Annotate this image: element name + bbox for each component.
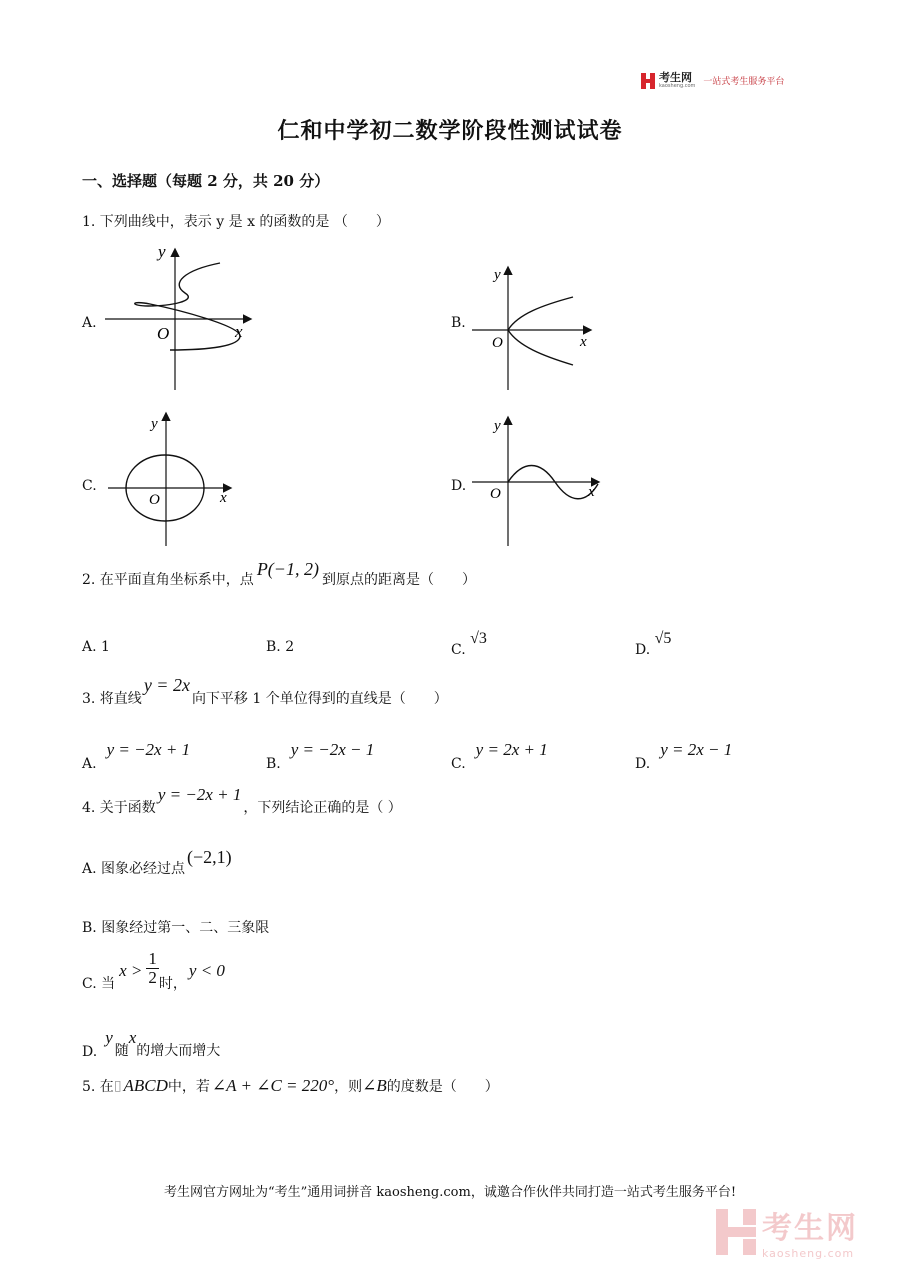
svg-text:O: O — [490, 486, 501, 502]
q4-fraction: $\frac{1}{2}$ — [148, 949, 157, 987]
watermark-text-group — [762, 1203, 858, 1260]
q1-option-d-label: D. — [451, 478, 467, 494]
svg-text:y: y — [494, 418, 501, 434]
q2-option-c: C. √3 — [451, 630, 487, 658]
q4-option-c: C. 当 x > $\frac{1}{2}$ 时， y < 0 — [82, 949, 225, 992]
header-logo — [641, 72, 784, 89]
footer-text: 考生网官方网址为“考生”通用词拼音 kaosheng.com，诚邀合作伙伴共同打造一站式考生服务平台! — [163, 1185, 737, 1200]
watermark — [716, 1203, 858, 1260]
question-1-text: 1. 下列曲线中，表示 y 是 x 的函数的是 （ ） — [82, 214, 390, 230]
watermark-brand: 考生网 — [762, 1211, 858, 1246]
svg-text:y: y — [158, 242, 166, 261]
q2-point: P(−1, 2) — [256, 559, 319, 579]
section-heading: 一、选择题（每题 2 分，共 20 分） — [82, 172, 330, 190]
q3-option-a: A. y = −2x + 1 — [82, 740, 191, 772]
svg-text:O: O — [157, 324, 170, 343]
q2-option-d: D. √5 — [635, 630, 672, 658]
q1-option-a-label: A. — [82, 315, 97, 331]
question-3 — [82, 675, 448, 707]
q1-graph-a — [100, 238, 260, 398]
q1-graph-c — [104, 408, 244, 550]
svg-text:x: x — [235, 322, 243, 341]
q1-option-c-label: C. — [82, 478, 97, 494]
question-5: 5. 在 ▯ ABCD 中，若 ∠A + ∠C = 220° ，则 ∠B 的度数是（ ） — [82, 1076, 499, 1095]
q1-graph-d — [468, 412, 608, 550]
svg-text:x: x — [580, 334, 587, 350]
brand-slogan: 一站式考生服务平台 — [703, 77, 785, 87]
q4-option-d: D. y 随 x 的增大而增大 — [82, 1028, 221, 1060]
brand-domain: kaosheng.com — [659, 83, 696, 89]
question-2 — [82, 559, 476, 589]
q3-line: y = 2x — [143, 675, 190, 695]
q4-function: y = −2x + 1 — [157, 785, 242, 804]
q2-option-a: A. 1 — [82, 639, 110, 655]
watermark-logo-icon — [716, 1209, 756, 1255]
parallelogram-symbol: ▯ — [113, 1078, 122, 1094]
q3-option-c: C. y = 2x + 1 — [451, 740, 548, 772]
svg-text:y: y — [494, 267, 501, 283]
q1-option-b-label: B. — [451, 315, 466, 331]
svg-text:x: x — [220, 490, 227, 506]
q4-prefix: 4. 关于函数 — [82, 800, 156, 816]
svg-text:O: O — [149, 492, 160, 508]
brand-name: 考生网 — [659, 71, 692, 84]
q3-option-b: B. y = −2x − 1 — [266, 740, 375, 772]
svg-text:y: y — [151, 416, 158, 432]
brand-text-group — [659, 72, 695, 89]
q4-option-a: A. 图象必经过点 (−2,1) — [82, 847, 232, 877]
q1-graph-b — [468, 262, 598, 394]
q2-option-b: B. 2 — [266, 639, 295, 655]
watermark-domain: kaosheng.com — [762, 1247, 855, 1260]
q2-suffix: 到原点的距离是（ ） — [321, 571, 476, 588]
q3-suffix: 向下平移 1 个单位得到的直线是（ ） — [191, 691, 448, 707]
q3-prefix: 3. 将直线 — [82, 691, 142, 707]
q3-option-d: D. y = 2x − 1 — [635, 740, 733, 772]
question-4 — [82, 785, 402, 816]
brand-logo-icon — [641, 73, 655, 89]
svg-text:x: x — [588, 484, 595, 500]
page-title: 仁和中学初二数学阶段性测试试卷 — [277, 118, 623, 144]
q4-option-b: B. 图象经过第一、二、三象限 — [82, 920, 270, 936]
q2-prefix: 2. 在平面直角坐标系中，点 — [82, 571, 254, 588]
q4-suffix: ，下列结论正确的是（ ） — [243, 800, 402, 816]
svg-text:O: O — [492, 335, 503, 351]
